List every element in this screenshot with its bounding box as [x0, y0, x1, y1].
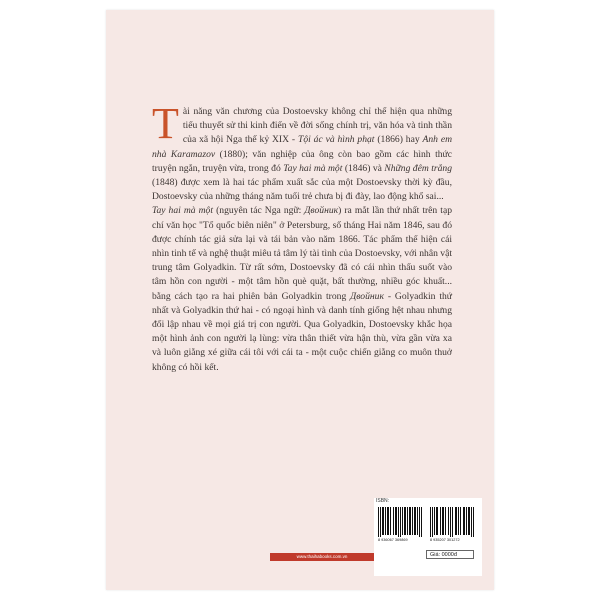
book-title: Anh em nhà Karamazov [152, 134, 453, 160]
blurb-text-run: (nguyên tác Nga ngữ: [213, 205, 305, 217]
publisher-website: www.thaihabooks.com.vn [270, 553, 374, 561]
back-cover [106, 10, 494, 590]
isbn-barcode-icon [378, 507, 422, 537]
isbn-number: 8 936067 369869 [378, 538, 408, 542]
book-title: Tội ác và hình phạt [297, 134, 375, 146]
blurb-text-run: (1880); văn nghiệp của ông còn bao gồm các hình thức truyện ngắn, truyện vừa, trong đó [152, 148, 453, 174]
blurb-paragraph-1 [152, 99, 453, 204]
blurb-text [152, 99, 453, 375]
barcode-area [374, 498, 482, 576]
price-barcode-icon [430, 507, 474, 537]
price-barcode-number: 8 935207 301272 [430, 538, 460, 542]
isbn-label: ISBN: [376, 498, 390, 504]
blurb-text-run: (1846) và [342, 162, 385, 174]
blurb-text-run: (1848) được xem là hai tác phẩm xuất sắc của một Dostoevsky thời kỳ đầu, Dostoevsky của những tháng năm tuổi trẻ chưa bị đi đày, lao động khổ sai... [152, 177, 452, 203]
book-title: Tay hai mà một [152, 205, 214, 217]
original-title: Двойник [304, 205, 339, 217]
blurb-text-run: ài năng văn chương của Dostoevsky không chỉ thể hiện qua những tiểu thuyết sử thi kinh điển về đời sống chính trị, văn hóa và tinh thần của xã hội Nga thế kỷ XIX - [182, 106, 452, 146]
blurb-text-run: (1866) hay [374, 134, 423, 146]
blurb-text-run: ) ra mắt lần thứ nhất trên tạp chí văn học "Tổ quốc biên niên" ở Petersburg, số tháng Hai năm 1846, sau đó được chính tác giả sửa lại và tái bản vào năm 1866. Tác phẩm thể hiện cái nhìn tinh tế và nghệ thuật miêu tả tâm lý tài tình của Dostoevsky, với nhân vật trung tâm Golyadkin. Từ rất sớm, Dostoevsky đã có cái nhìn thấu suốt vào tâm hồn con người - một tâm hồn què quặt, bất thường, nhiều góc khuất... bằng cách tạo ra hai phiên bản Golyadkin trong [152, 205, 452, 302]
original-title: Двойник [350, 290, 384, 302]
blurb-text-run: - Golyadkin thứ nhất và Golyadkin thứ hai - có ngoại hình và danh tính giống hệt nhau nhưng đối lập nhau về mọi giá trị con người. Qua Golyadkin, Dostoevsky khắc họa một hình ảnh con người lạ lùng: vừa thân thiết vừa hận thù, vừa gần vừa xa và luôn giằng xé giữa cái tôi với cái ta - một cuộc chiến giằng co muôn thuở không có hồi kết. [152, 290, 452, 373]
price-label: Giá: 0000đ [426, 550, 474, 559]
book-title: Những đêm trắng [384, 162, 453, 174]
book-title: Tay hai mà một [283, 162, 343, 174]
drop-cap: T [152, 99, 179, 148]
blurb-paragraph-2 [152, 204, 452, 374]
